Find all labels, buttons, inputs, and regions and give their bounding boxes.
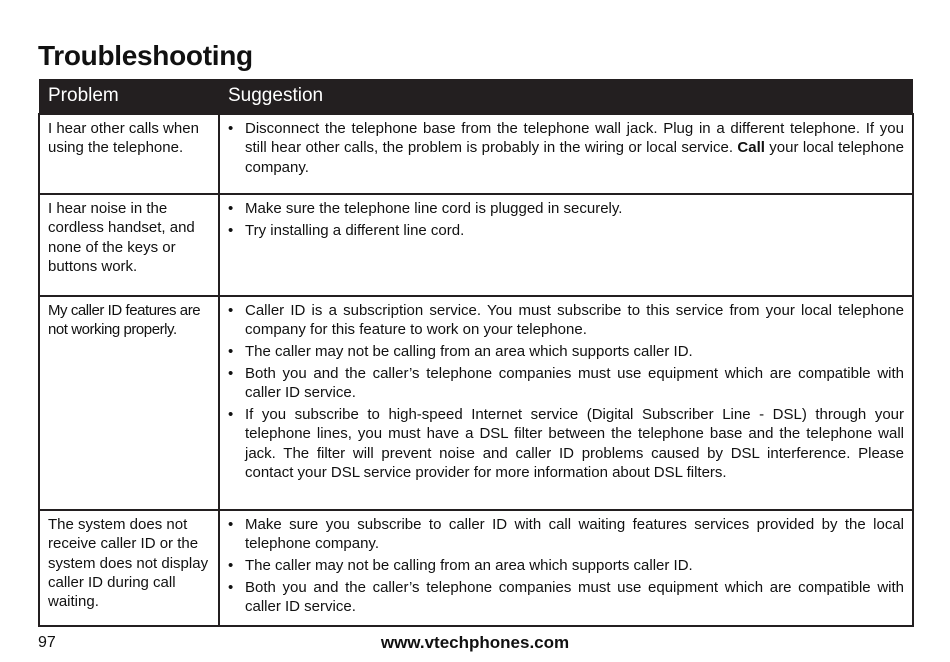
problem-cell: I hear noise in the cordless handset, and none of the keys or buttons work. xyxy=(39,194,219,296)
troubleshooting-table xyxy=(38,79,914,627)
problem-cell: I hear other calls when using the telephone. xyxy=(39,114,219,194)
suggestion-item: • Make sure the telephone line cord is plugged in securely. xyxy=(228,199,904,218)
website-url: www.vtechphones.com xyxy=(380,633,570,652)
suggestion-item: • The caller may not be calling from an area which supports caller ID. xyxy=(228,342,904,361)
table-header-row xyxy=(39,79,913,114)
suggestion-item: • Make sure you subscribe to caller ID with call waiting features services provided by the local telephone company. xyxy=(228,515,904,554)
column-header-problem: Problem xyxy=(39,79,219,114)
suggestion-list xyxy=(228,119,904,177)
suggestion-list xyxy=(228,301,904,482)
suggestion-item: • Caller ID is a subscription service. You must subscribe to this service from your local telephone company for this feature to work on your telephone. xyxy=(228,301,904,340)
suggestion-text-after: your local telephone company. xyxy=(245,139,904,176)
suggestion-item: • The caller may not be calling from an area which supports caller ID. xyxy=(228,556,904,575)
suggestion-text: Disconnect the telephone base from the telephone wall jack. Plug in a different telephone. If you still hear other calls, the problem is probably in the wiring or local service. xyxy=(245,120,904,157)
suggestion-cell xyxy=(219,510,913,626)
table-row xyxy=(39,296,913,510)
suggestion-list xyxy=(228,515,904,616)
table-row xyxy=(39,114,913,194)
problem-cell: The system does not receive caller ID or the system does not display caller ID during call waiting. xyxy=(39,510,219,626)
suggestion-cell xyxy=(219,194,913,296)
suggestion-item xyxy=(228,119,904,177)
page-title: Troubleshooting xyxy=(38,40,253,71)
suggestion-item: • Both you and the caller’s telephone companies must use equipment which are compatible with caller ID service. xyxy=(228,364,904,403)
suggestion-item: • Both you and the caller’s telephone companies must use equipment which are compatible with caller ID service. xyxy=(228,578,904,617)
suggestion-cell xyxy=(219,296,913,510)
page-number: 97 xyxy=(38,634,56,651)
column-header-suggestion: Suggestion xyxy=(219,79,913,114)
suggestion-cell xyxy=(219,114,913,194)
table-row xyxy=(39,194,913,296)
suggestion-list xyxy=(228,199,904,240)
table-row xyxy=(39,510,913,626)
problem-cell: My caller ID features are not working properly. xyxy=(39,296,219,510)
suggestion-item: • Try installing a different line cord. xyxy=(228,221,904,240)
suggestion-item: • If you subscribe to high-speed Internet service (Digital Subscriber Line - DSL) through your telephone lines, you must have a DSL filter between the telephone base and the telephone wall jack. The filter will prevent noise and caller ID problems caused by DSL interference. Please contact your DSL service provider for more information about DSL filters. xyxy=(228,405,904,482)
suggestion-bold-text: Call xyxy=(737,139,765,157)
